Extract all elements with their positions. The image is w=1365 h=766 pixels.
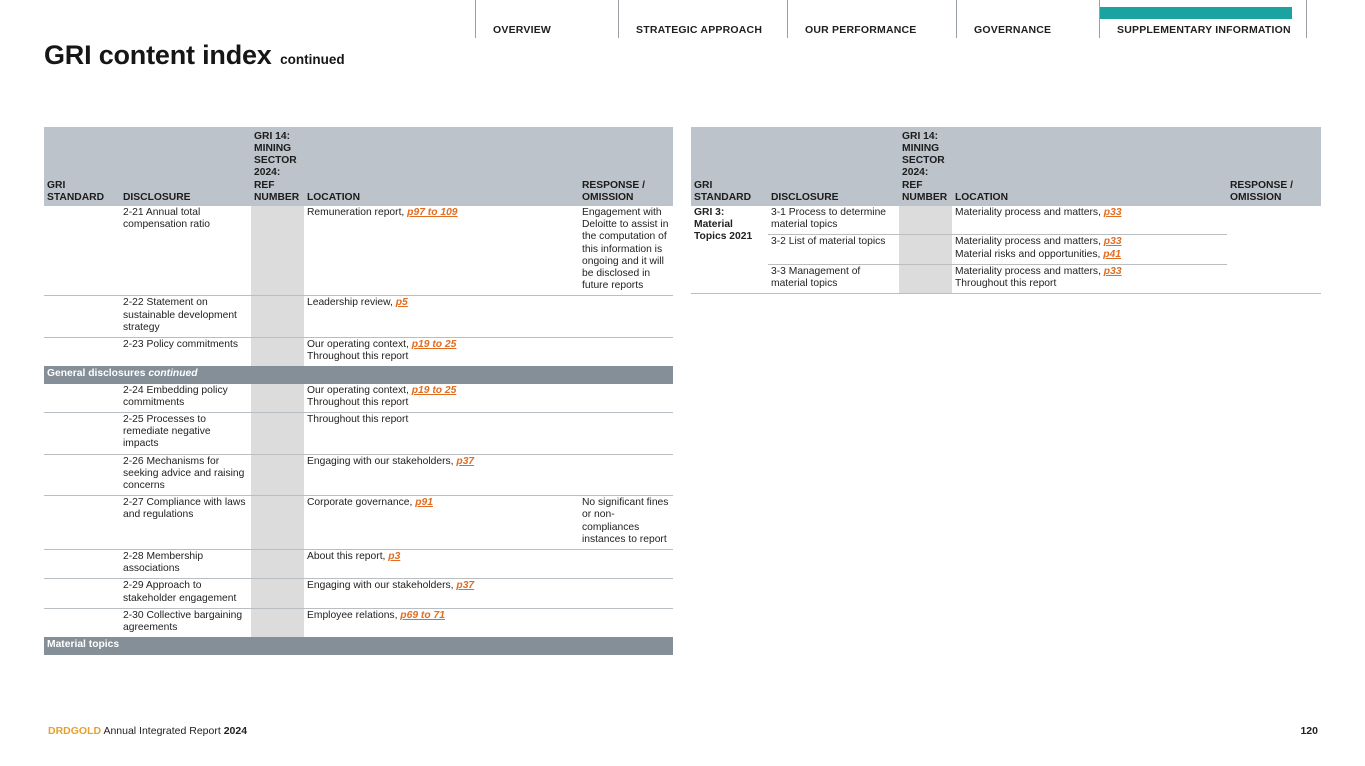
response-cell <box>579 296 673 338</box>
table-row <box>44 384 673 413</box>
response-cell <box>1227 206 1321 294</box>
header-location: LOCATION <box>952 127 1227 206</box>
page-link[interactable]: p33 <box>1103 207 1122 218</box>
disclosure-cell: 2-30 Collective bargaining agreements <box>123 609 243 634</box>
ref-cell <box>251 206 304 296</box>
disclosure-cell: 2-27 Compliance with laws and regulations <box>120 496 251 550</box>
location-cell: Leadership review, p5 <box>304 296 579 338</box>
table-row <box>44 608 673 637</box>
disclosure-cell: 3-3 Management of material topics <box>768 264 899 293</box>
active-tab-indicator <box>1100 7 1292 19</box>
ref-cell <box>899 235 952 264</box>
page-link[interactable]: p33 <box>1103 236 1122 248</box>
disclosure-cell: 2-23 Policy commitments <box>123 339 239 351</box>
page-link[interactable]: p33 <box>1103 265 1122 277</box>
ref-cell <box>251 454 304 496</box>
header-response: RESPONSE / OMISSION <box>579 127 673 206</box>
location-cell: Employee relations, p69 to 71 <box>307 609 445 621</box>
footer-year: 2024 <box>223 725 248 737</box>
disclosure-cell: 2-29 Approach to stakeholder engagement <box>120 579 251 608</box>
table-row <box>44 454 673 496</box>
nav-supplementary-information[interactable] <box>1099 0 1307 38</box>
page-link[interactable]: p91 <box>415 497 433 509</box>
ref-cell <box>251 579 304 608</box>
disclosure-cell: 2-22 Statement on sustainable development strategy <box>120 296 251 338</box>
table-row <box>691 206 1321 235</box>
location-cell: Materiality process and matters, p33 Material risks and opportunities, p41 <box>952 235 1227 264</box>
ref-cell <box>251 608 304 637</box>
header-ref-number: GRI 14: MINING SECTOR 2024: REF NUMBER <box>251 127 304 206</box>
ref-cell <box>899 206 952 235</box>
top-navigation <box>475 0 1320 38</box>
response-cell: Engagement with Deloitte to assist in the computation of this information is ongoing and it will be disclosed in future reports <box>579 206 673 296</box>
location-cell: Materiality process and matters, p33 <box>952 206 1227 235</box>
table-row <box>691 235 1321 264</box>
header-disclosure: DISCLOSURE <box>768 127 899 206</box>
header-ref-number: GRI 14: MINING SECTOR 2024: REF NUMBER <box>899 127 952 206</box>
response-cell <box>579 608 673 637</box>
location-cell: Engaging with our stakeholders, p37 <box>304 454 579 496</box>
location-cell: About this report, p3 <box>304 550 579 579</box>
header-gri-standard: GRI STANDARD <box>44 127 120 206</box>
page-link[interactable]: p19 to 25 <box>411 384 457 396</box>
nav-governance[interactable]: GOVERNANCE <box>956 0 1099 38</box>
disclosure-cell: 2-26 Mechanisms for seeking advice and raising concerns <box>120 454 251 496</box>
location-cell: Remuneration report, p97 to 109 <box>304 206 579 296</box>
response-cell <box>579 454 673 496</box>
location-cell: Engaging with our stakeholders, p37 <box>304 579 579 608</box>
header-response: RESPONSE / OMISSION <box>1227 127 1321 206</box>
response-cell <box>579 550 673 579</box>
table-row <box>44 496 673 550</box>
table-row <box>44 413 673 455</box>
gri-standard-cell: GRI 3: Material Topics 2021 <box>691 206 768 294</box>
page-link[interactable]: p41 <box>1103 248 1121 260</box>
footer-report-title <box>48 725 247 737</box>
ref-cell <box>251 338 304 367</box>
table-row <box>44 296 673 338</box>
nav-our-performance[interactable]: OUR PERFORMANCE <box>787 0 956 38</box>
page-link[interactable]: p5 <box>395 297 408 309</box>
page-title-main: GRI content index <box>44 40 272 70</box>
disclosure-cell: 2-28 Membership associations <box>120 550 251 579</box>
location-cell: Materiality process and matters, p33 Throughout this report <box>952 264 1227 293</box>
table-row <box>44 550 673 579</box>
response-cell <box>579 384 673 413</box>
page-number: 120 <box>1300 725 1318 737</box>
page-title <box>44 40 345 71</box>
table-row <box>44 338 673 367</box>
nav-supplementary-label: SUPPLEMENTARY INFORMATION <box>1117 24 1291 36</box>
response-cell <box>579 338 673 367</box>
gri-table-right <box>691 127 1321 294</box>
section-header-general-disclosures: General disclosures continued <box>44 366 673 383</box>
header-gri-standard: GRI STANDARD <box>691 127 768 206</box>
response-cell <box>579 579 673 608</box>
page-link[interactable]: p19 to 25 <box>411 339 457 351</box>
location-cell: Our operating context, p19 to 25 Throughout this report <box>304 384 579 413</box>
ref-cell <box>251 384 304 413</box>
page-link[interactable]: p97 to 109 <box>407 207 458 218</box>
disclosure-cell: 2-24 Embedding policy commitments <box>120 384 251 413</box>
disclosure-cell: 2-25 Processes to remediate negative impacts <box>120 413 251 455</box>
footer-brand: DRDGOLD <box>48 725 102 737</box>
table-row <box>44 579 673 608</box>
disclosure-cell: 3-2 List of material topics <box>768 235 899 264</box>
page-link[interactable]: p37 <box>456 580 475 592</box>
nav-overview[interactable]: OVERVIEW <box>475 0 618 38</box>
nav-strategic-approach[interactable]: STRATEGIC APPROACH <box>618 0 787 38</box>
table-row <box>691 264 1321 293</box>
disclosure-cell: 2-21 Annual total compensation ratio <box>120 206 251 296</box>
page-link[interactable]: p69 to 71 <box>400 609 445 621</box>
location-cell: Throughout this report <box>304 413 579 455</box>
ref-cell <box>251 550 304 579</box>
ref-cell <box>251 296 304 338</box>
page-link[interactable]: p3 <box>388 551 401 563</box>
footer-report-name: Annual Integrated Report <box>103 725 221 737</box>
location-cell: Our operating context, p19 to 25 Throughout this report <box>307 339 457 363</box>
location-cell: Corporate governance, p91 <box>304 496 579 550</box>
page-title-sub: continued <box>280 52 345 67</box>
response-cell: No significant fines or non-compliances instances to report <box>579 496 673 550</box>
section-header-material-topics: Material topics <box>44 637 673 654</box>
gri-table-left <box>44 127 673 655</box>
ref-cell <box>899 264 952 293</box>
ref-cell <box>251 496 304 550</box>
header-location: LOCATION <box>304 127 579 206</box>
ref-cell <box>251 413 304 455</box>
response-cell <box>579 413 673 455</box>
disclosure-cell: 3-1 Process to determine material topics <box>768 206 899 235</box>
header-disclosure: DISCLOSURE <box>120 127 251 206</box>
page-link[interactable]: p37 <box>456 455 475 467</box>
table-row <box>44 206 673 296</box>
